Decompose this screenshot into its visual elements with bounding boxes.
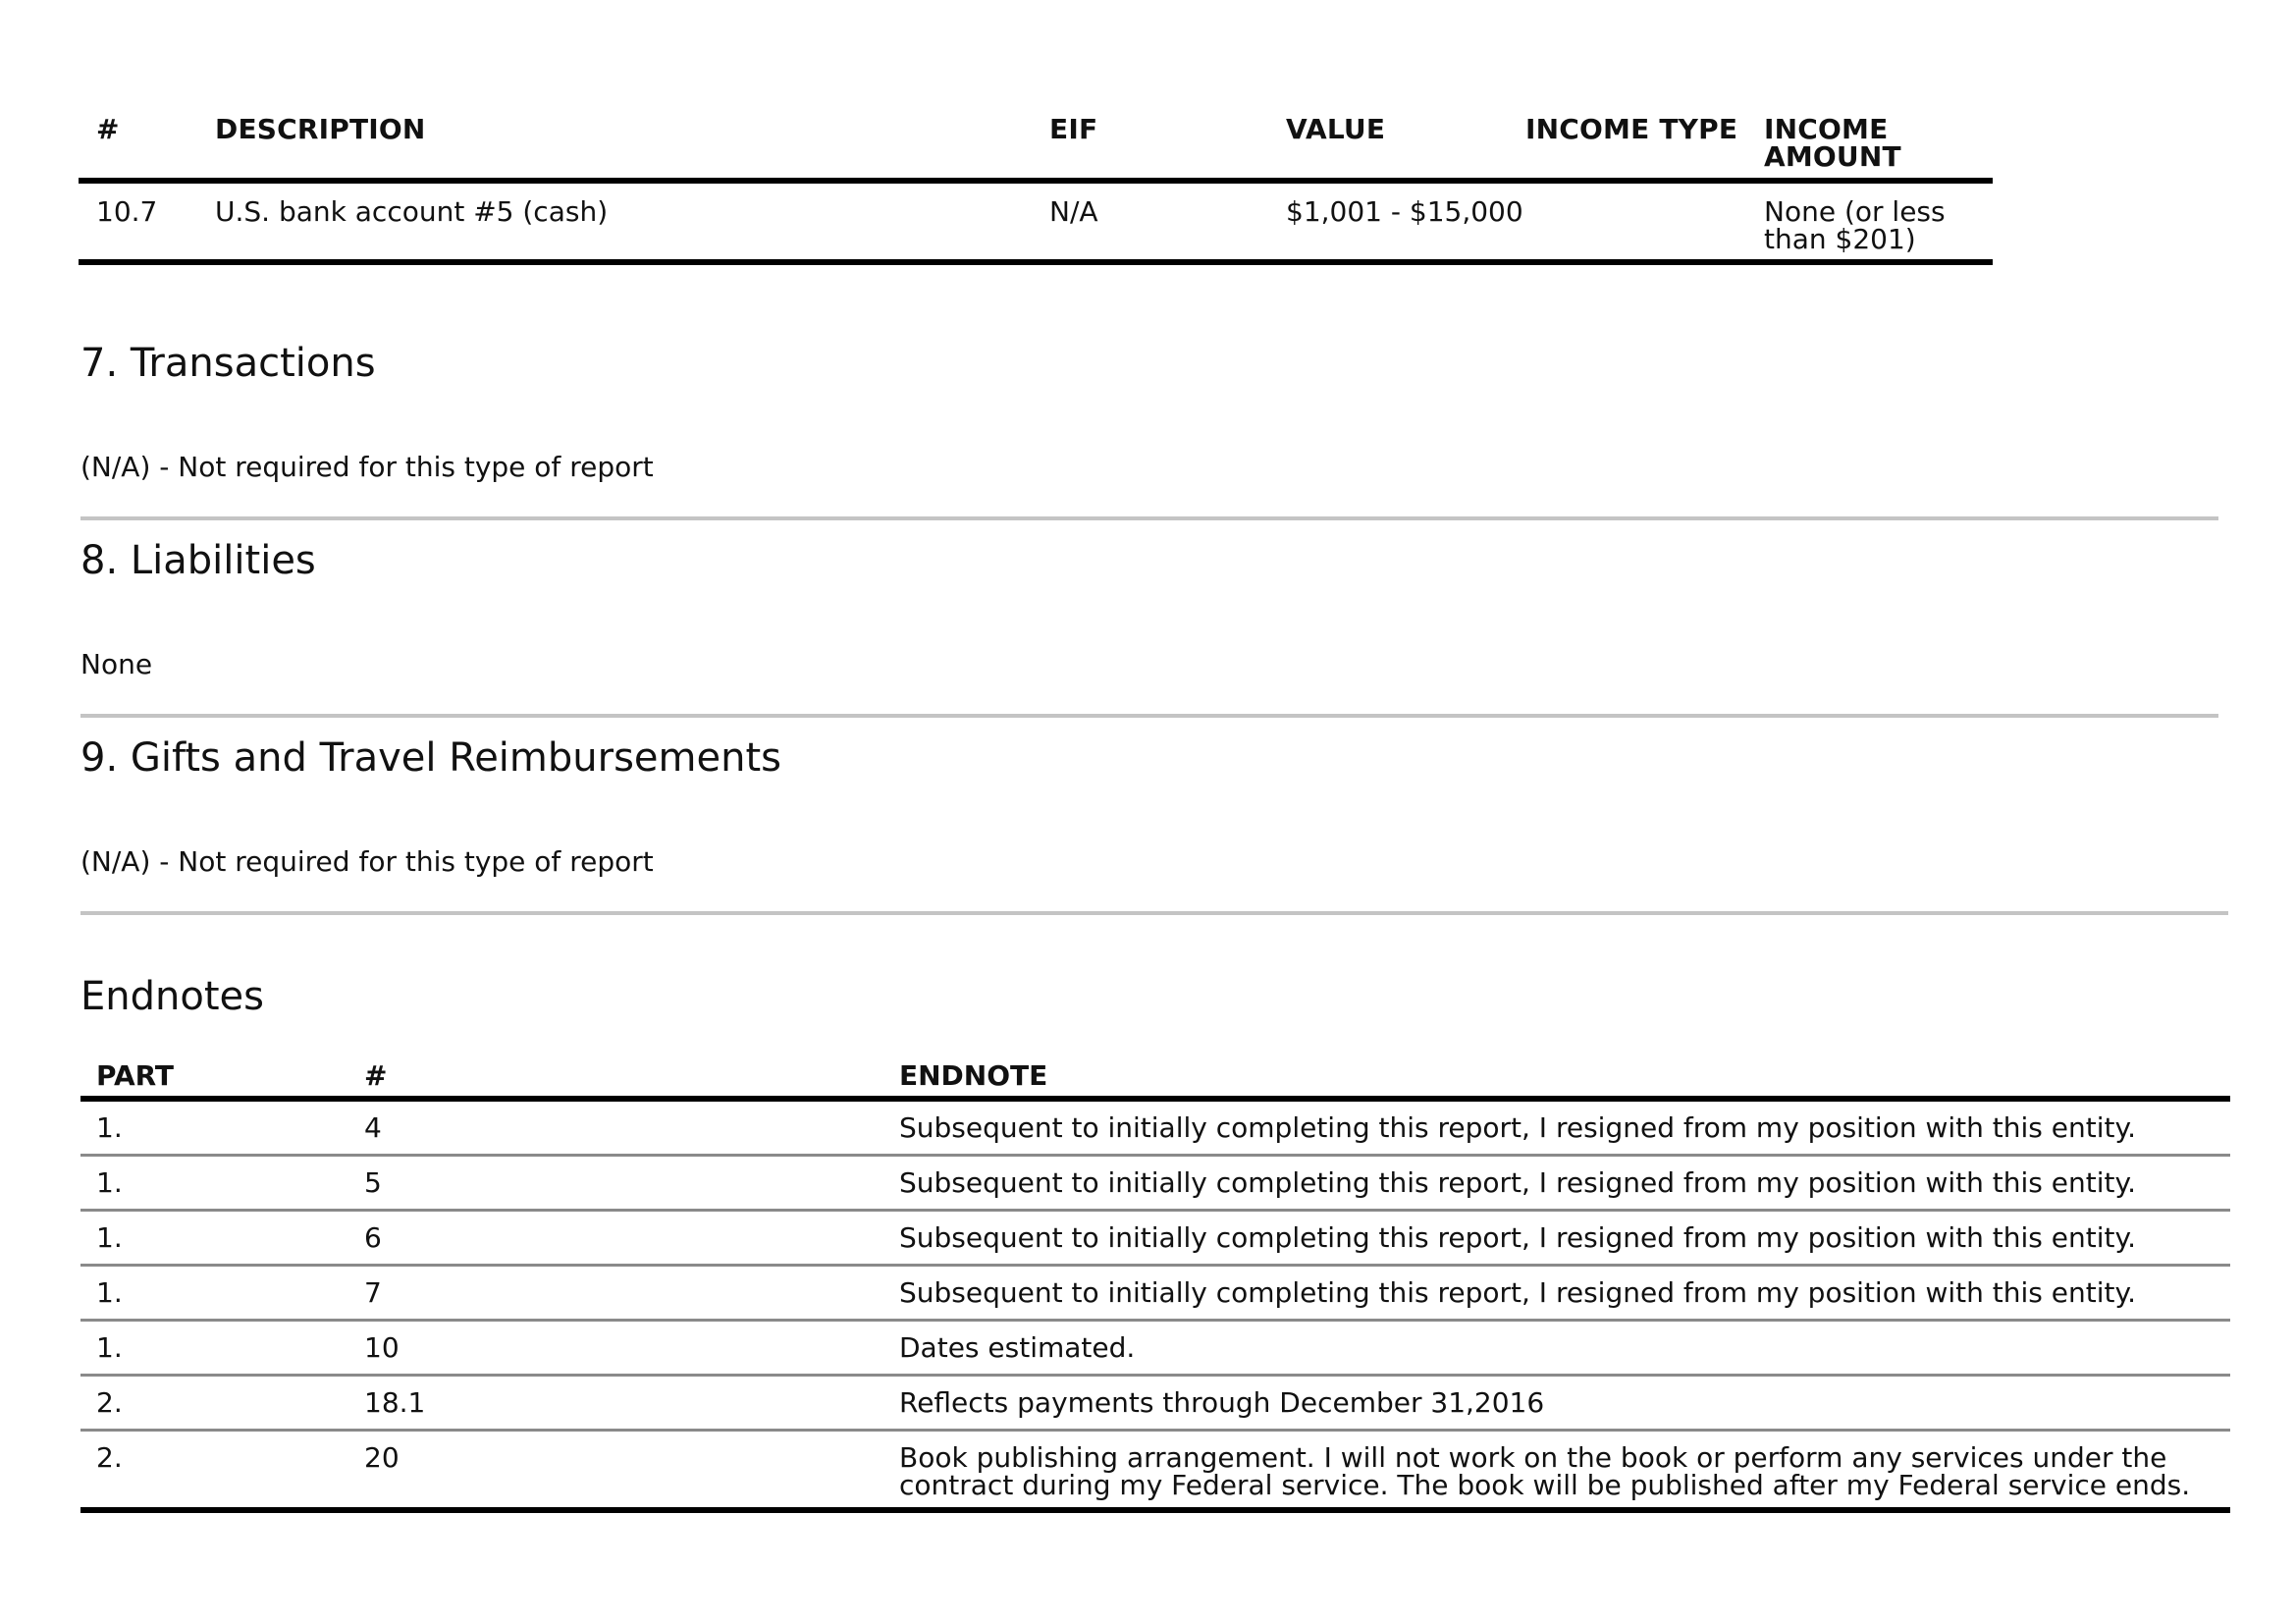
endnote-num: 10 bbox=[364, 1331, 400, 1364]
endnote-part: 1. bbox=[96, 1111, 123, 1144]
endnote-part: 1. bbox=[96, 1166, 123, 1199]
endnote-num: 7 bbox=[364, 1276, 382, 1309]
assets-header-rule bbox=[79, 178, 1993, 184]
endnotes-header-row bbox=[80, 1058, 2230, 1102]
section-divider bbox=[80, 911, 2228, 915]
endnote-text: Reflects payments through December 31,2016 bbox=[899, 1386, 1545, 1419]
endnotes-title: Endnotes bbox=[80, 974, 264, 1019]
asset-eif: N/A bbox=[1049, 195, 1098, 228]
table-row bbox=[80, 1212, 2230, 1267]
endnote-text: Subsequent to initially completing this report, I resigned from my position with this entity. bbox=[899, 1221, 2136, 1254]
endnote-num: 4 bbox=[364, 1111, 382, 1144]
asset-description: U.S. bank account #5 (cash) bbox=[215, 195, 609, 228]
assets-header-income-type: INCOME TYPE bbox=[1525, 113, 1738, 145]
table-row bbox=[80, 1322, 2230, 1377]
table-row bbox=[80, 1157, 2230, 1212]
endnote-part: 1. bbox=[96, 1331, 123, 1364]
endnote-text: Subsequent to initially completing this report, I resigned from my position with this entity. bbox=[899, 1111, 2136, 1144]
assets-header-num: # bbox=[96, 113, 120, 145]
endnote-num: 18.1 bbox=[364, 1386, 426, 1419]
endnotes-header-part: PART bbox=[96, 1059, 175, 1092]
endnote-text: Book publishing arrangement. I will not work on the book or perform any services under the contract during my Federal service. The book will be published after my Federal service ends. bbox=[899, 1441, 2191, 1501]
section-divider bbox=[80, 516, 2218, 520]
assets-header-value: VALUE bbox=[1286, 113, 1386, 145]
asset-value: $1,001 - $15,000 bbox=[1286, 195, 1523, 228]
endnote-text: Subsequent to initially completing this report, I resigned from my position with this entity. bbox=[899, 1276, 2136, 1309]
section-body: None bbox=[80, 648, 153, 680]
endnote-num: 5 bbox=[364, 1166, 382, 1199]
endnote-num: 20 bbox=[364, 1441, 400, 1474]
endnote-num: 6 bbox=[364, 1221, 382, 1254]
table-row bbox=[80, 1102, 2230, 1157]
asset-num: 10.7 bbox=[96, 195, 158, 228]
table-row bbox=[80, 1377, 2230, 1432]
endnote-part: 2. bbox=[96, 1386, 123, 1419]
endnote-part: 1. bbox=[96, 1276, 123, 1309]
assets-bottom-rule bbox=[79, 259, 1993, 265]
section-title: 7. Transactions bbox=[80, 341, 376, 386]
assets-header-income-amount: INCOME AMOUNT bbox=[1764, 113, 1901, 173]
assets-header-description: DESCRIPTION bbox=[215, 113, 426, 145]
endnote-text: Subsequent to initially completing this report, I resigned from my position with this entity. bbox=[899, 1166, 2136, 1199]
endnote-text: Dates estimated. bbox=[899, 1331, 1136, 1364]
endnotes-table bbox=[80, 1058, 2230, 1513]
section-body: (N/A) - Not required for this type of report bbox=[80, 845, 654, 878]
table-row bbox=[80, 1267, 2230, 1322]
endnote-part: 1. bbox=[96, 1221, 123, 1254]
endnotes-header-endnote: ENDNOTE bbox=[899, 1059, 1048, 1092]
section-divider bbox=[80, 714, 2218, 718]
table-row bbox=[80, 1432, 2230, 1513]
endnote-part: 2. bbox=[96, 1441, 123, 1474]
section-body: (N/A) - Not required for this type of report bbox=[80, 451, 654, 483]
section-title: 9. Gifts and Travel Reimbursements bbox=[80, 735, 781, 781]
endnotes-header-num: # bbox=[364, 1059, 388, 1092]
section-title: 8. Liabilities bbox=[80, 538, 316, 583]
asset-income-amount: None (or less than $201) bbox=[1764, 195, 1946, 255]
assets-header-eif: EIF bbox=[1049, 113, 1098, 145]
